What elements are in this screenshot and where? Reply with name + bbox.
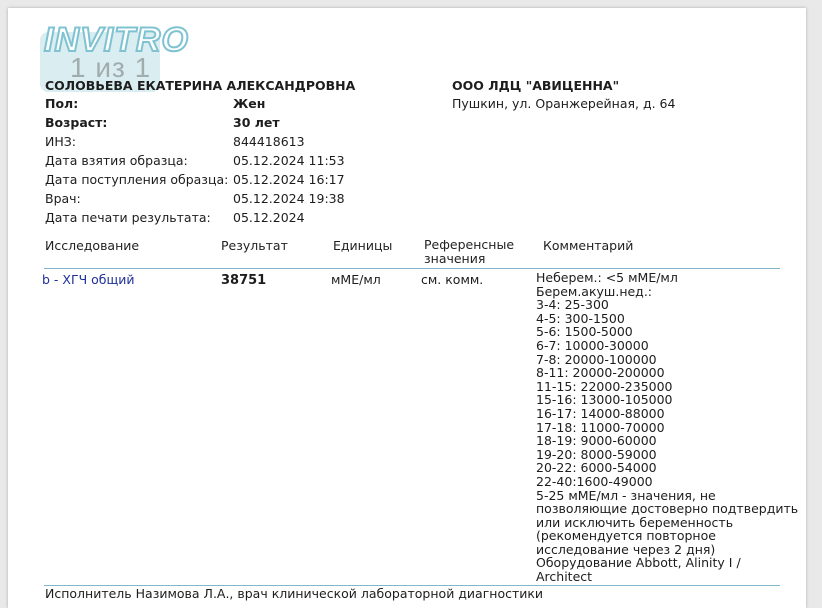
- sex-label: Пол:: [45, 96, 79, 111]
- sample-received-label: Дата поступления образца:: [45, 172, 229, 187]
- comment-line: Architect: [536, 569, 593, 585]
- print-date-label: Дата печати результата:: [45, 210, 211, 225]
- test-result: 38751: [221, 273, 267, 288]
- lab-address: Пушкин, ул. Оранжерейная, д. 64: [452, 96, 676, 111]
- comment-line: Берем.акуш.нед.:: [536, 283, 653, 299]
- comment-line: 5-25 мМЕ/мл - значения, не: [536, 487, 716, 503]
- col-result: Результат: [221, 238, 288, 253]
- col-comment: Комментарий: [543, 238, 634, 253]
- age-label: Возраст:: [45, 115, 108, 130]
- comment-line: 16-17: 14000-88000: [536, 405, 665, 421]
- comment-line: 15-16: 13000-105000: [536, 392, 673, 408]
- comment-line: (рекомендуется повторное: [536, 528, 716, 544]
- age-value: 30 лет: [233, 115, 280, 130]
- sample-taken-value: 05.12.2024 11:53: [233, 153, 345, 168]
- invitro-logo: INVITRO: [44, 21, 189, 59]
- patient-name: СОЛОВЬЕВА ЕКАТЕРИНА АЛЕКСАНДРОВНА: [45, 78, 356, 93]
- comment-line: 17-18: 11000-70000: [536, 419, 665, 435]
- comment-line: 18-19: 9000-60000: [536, 433, 657, 449]
- comment-line: 7-8: 20000-100000: [536, 351, 657, 367]
- comment-line: 3-4: 25-300: [536, 297, 609, 313]
- print-date-value: 05.12.2024: [233, 210, 305, 225]
- test-units: мМЕ/мл: [331, 272, 381, 287]
- comment-line: Неберем.: <5 мМЕ/мл: [536, 270, 678, 285]
- comment-line: 19-20: 8000-59000: [536, 446, 657, 462]
- comment-line: исследование через 2 дня): [536, 541, 716, 557]
- comment-line: 22-40:1600-49000: [536, 473, 653, 489]
- comment-line: 11-15: 22000-235000: [536, 378, 673, 394]
- doctor-label: Врач:: [45, 191, 81, 206]
- test-reference: см. комм.: [421, 272, 484, 287]
- comment-line: 8-11: 20000-200000: [536, 365, 665, 381]
- comment-line: или исключить беременность: [536, 514, 734, 530]
- inz-value: 844418613: [233, 134, 305, 149]
- sample-received-value: 05.12.2024 16:17: [233, 172, 345, 187]
- comment-line: 20-22: 6000-54000: [536, 460, 657, 476]
- sample-taken-label: Дата взятия образца:: [45, 153, 188, 168]
- test-name: b - ХГЧ общий: [42, 272, 135, 287]
- table-header-rule: [44, 268, 780, 269]
- comment-line: 5-6: 1500-5000: [536, 324, 633, 340]
- comment-line: 6-7: 10000-30000: [536, 337, 649, 353]
- report-sheet: [8, 8, 806, 608]
- comment-block: [536, 271, 798, 584]
- page-counter: 1 из 1: [70, 52, 152, 83]
- doctor-value: 05.12.2024 19:38: [233, 191, 345, 206]
- inz-label: ИНЗ:: [45, 134, 76, 149]
- comment-line: Оборудование Abbott, Alinity I /: [536, 555, 741, 571]
- performer: Исполнитель Назимова Л.А., врач клинической лабораторной диагностики: [45, 586, 544, 601]
- comment-line: позволяющие достоверно подтвердить: [536, 501, 799, 517]
- lab-name: ООО ЛДЦ "АВИЦЕННА": [452, 78, 620, 93]
- col-test: Исследование: [45, 238, 140, 253]
- col-units: Единицы: [333, 238, 393, 253]
- comment-line: 4-5: 300-1500: [536, 310, 625, 326]
- sex-value: Жен: [233, 96, 266, 111]
- col-reference: Референсные значения: [424, 237, 515, 266]
